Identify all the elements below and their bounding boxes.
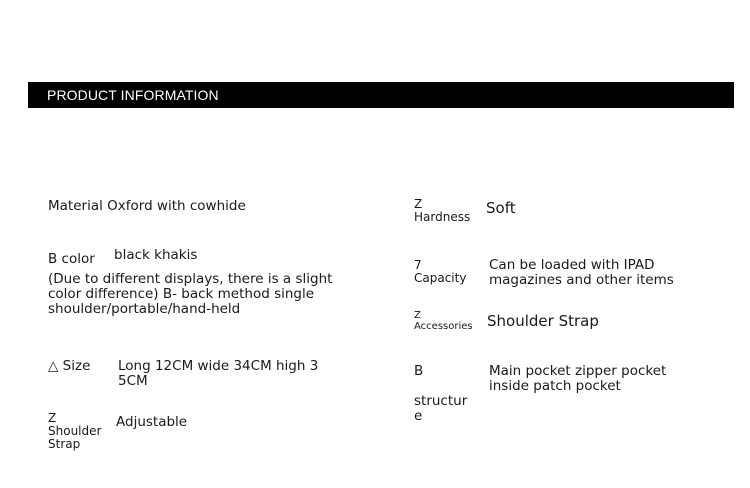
accessories-label-line-1: Z [414,310,421,321]
structure-label-line-1: B [414,363,424,379]
color-label: B color [48,251,95,267]
structure-label-line-2: structur [414,393,468,409]
structure-label-line-3: e [414,408,423,424]
accessories-label-line-2: Accessories [414,321,473,332]
strap-label-line-2: Shoulder [48,424,102,438]
strap-label-line-1: Z [48,411,57,425]
hardness-label-line-1: Z [414,197,423,211]
capacity-label-line-2: Capacity [414,271,467,285]
strap-label-line-3: Strap [48,437,81,451]
color-note-line-3: shoulder/portable/hand-held [48,301,241,317]
capacity-value-line-1: Can be loaded with IPAD [489,257,655,273]
capacity-label-line-1: 7 [414,258,422,272]
header-banner [28,82,734,108]
accessories-value: Shoulder Strap [487,312,599,330]
strap-value: Adjustable [116,414,188,430]
color-note-line-2: color difference) B- back method single [48,286,315,302]
material-text: Material Oxford with cowhide [48,198,246,214]
size-value-line-1: Long 12CM wide 34CM high 3 [118,358,319,374]
color-note-line-1: (Due to different displays, there is a slight [48,271,333,287]
structure-value-line-1: Main pocket zipper pocket [489,363,667,379]
size-label: △ Size [48,358,91,374]
structure-value-line-2: inside patch pocket [489,378,621,394]
capacity-value-line-2: magazines and other items [489,272,674,288]
header-title: PRODUCT INFORMATION [47,87,219,103]
color-value: black khakis [114,247,198,263]
hardness-value: Soft [486,199,516,217]
size-value-line-2: 5CM [118,373,148,389]
hardness-label-line-2: Hardness [414,210,471,224]
